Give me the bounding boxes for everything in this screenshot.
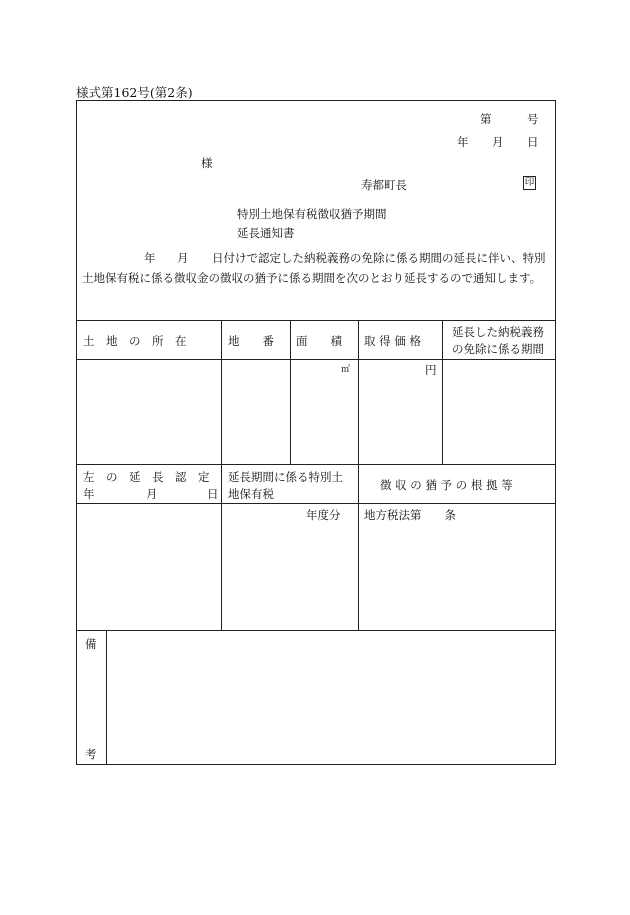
document-title-line2: 延長通知書 [237, 226, 295, 240]
header-deferral-basis: 徴 収 の 猶 予 の 根 拠 等 [380, 478, 513, 492]
header-approval-year: 年 [83, 487, 95, 501]
header-approval-day: 日 [207, 487, 219, 501]
document-title-line1: 特別土地保有税徴収猶予期間 [237, 207, 387, 221]
table2-divider-2 [358, 464, 359, 630]
table1-top-rule [76, 320, 556, 321]
header-area: 面 積 [296, 334, 342, 348]
table1-divider-2 [290, 320, 291, 464]
form-frame [76, 100, 556, 765]
fiscal-year-label: 年度分 [306, 508, 341, 522]
body-year-label: 年 [144, 251, 156, 265]
header-lot-number: 地 番 [228, 334, 274, 348]
body-text-line2: 土地保有税に係る徴収金の徴収の猶予に係る期間を次のとおり延長するので通知します。 [82, 271, 542, 285]
table2-header-rule [76, 503, 556, 504]
date-month-label: 月 [492, 135, 504, 149]
addressee-sama: 様 [201, 156, 213, 170]
form-number-title: 様式第162号(第2条) [76, 85, 193, 100]
header-approval-line1: 左 の 延 長 認 定 [83, 470, 210, 484]
header-extended-period-line2: の免除に係る期間 [452, 342, 544, 356]
body-month-label: 月 [177, 251, 189, 265]
header-tax-line1: 延長期間に係る特別土 [228, 470, 343, 484]
remarks-divider [106, 630, 107, 765]
table2-divider-1 [221, 464, 222, 630]
table2-bottom-rule [76, 630, 556, 631]
table1-divider-1 [221, 320, 222, 464]
document-number-go: 号 [527, 112, 539, 126]
date-year-label: 年 [457, 135, 469, 149]
header-location: 土 地 の 所 在 [83, 334, 187, 348]
price-unit: 円 [425, 363, 437, 377]
local-tax-law-label: 地方税法第 条 [364, 508, 456, 522]
area-unit: ㎡ [341, 365, 351, 375]
date-day-label: 日 [527, 135, 539, 149]
remarks-label-bi: 備 [85, 637, 97, 651]
header-tax-line2: 地保有税 [228, 487, 274, 501]
remarks-label-kou: 考 [85, 747, 97, 761]
table1-divider-4 [442, 320, 443, 464]
document-number-dai: 第 [480, 112, 492, 126]
body-text-line1: 日付けで認定した納税義務の免除に係る期間の延長に伴い、特別 [212, 251, 546, 265]
header-approval-month: 月 [146, 487, 158, 501]
seal-stamp: 印 [524, 177, 535, 188]
issuer-name: 寿都町長 [361, 178, 407, 192]
header-extended-period-line1: 延長した納税義務 [452, 325, 544, 339]
header-acquisition-price: 取 得 価 格 [364, 334, 421, 348]
table1-bottom-rule [76, 464, 556, 465]
table1-divider-3 [358, 320, 359, 464]
table1-header-rule [76, 359, 556, 360]
